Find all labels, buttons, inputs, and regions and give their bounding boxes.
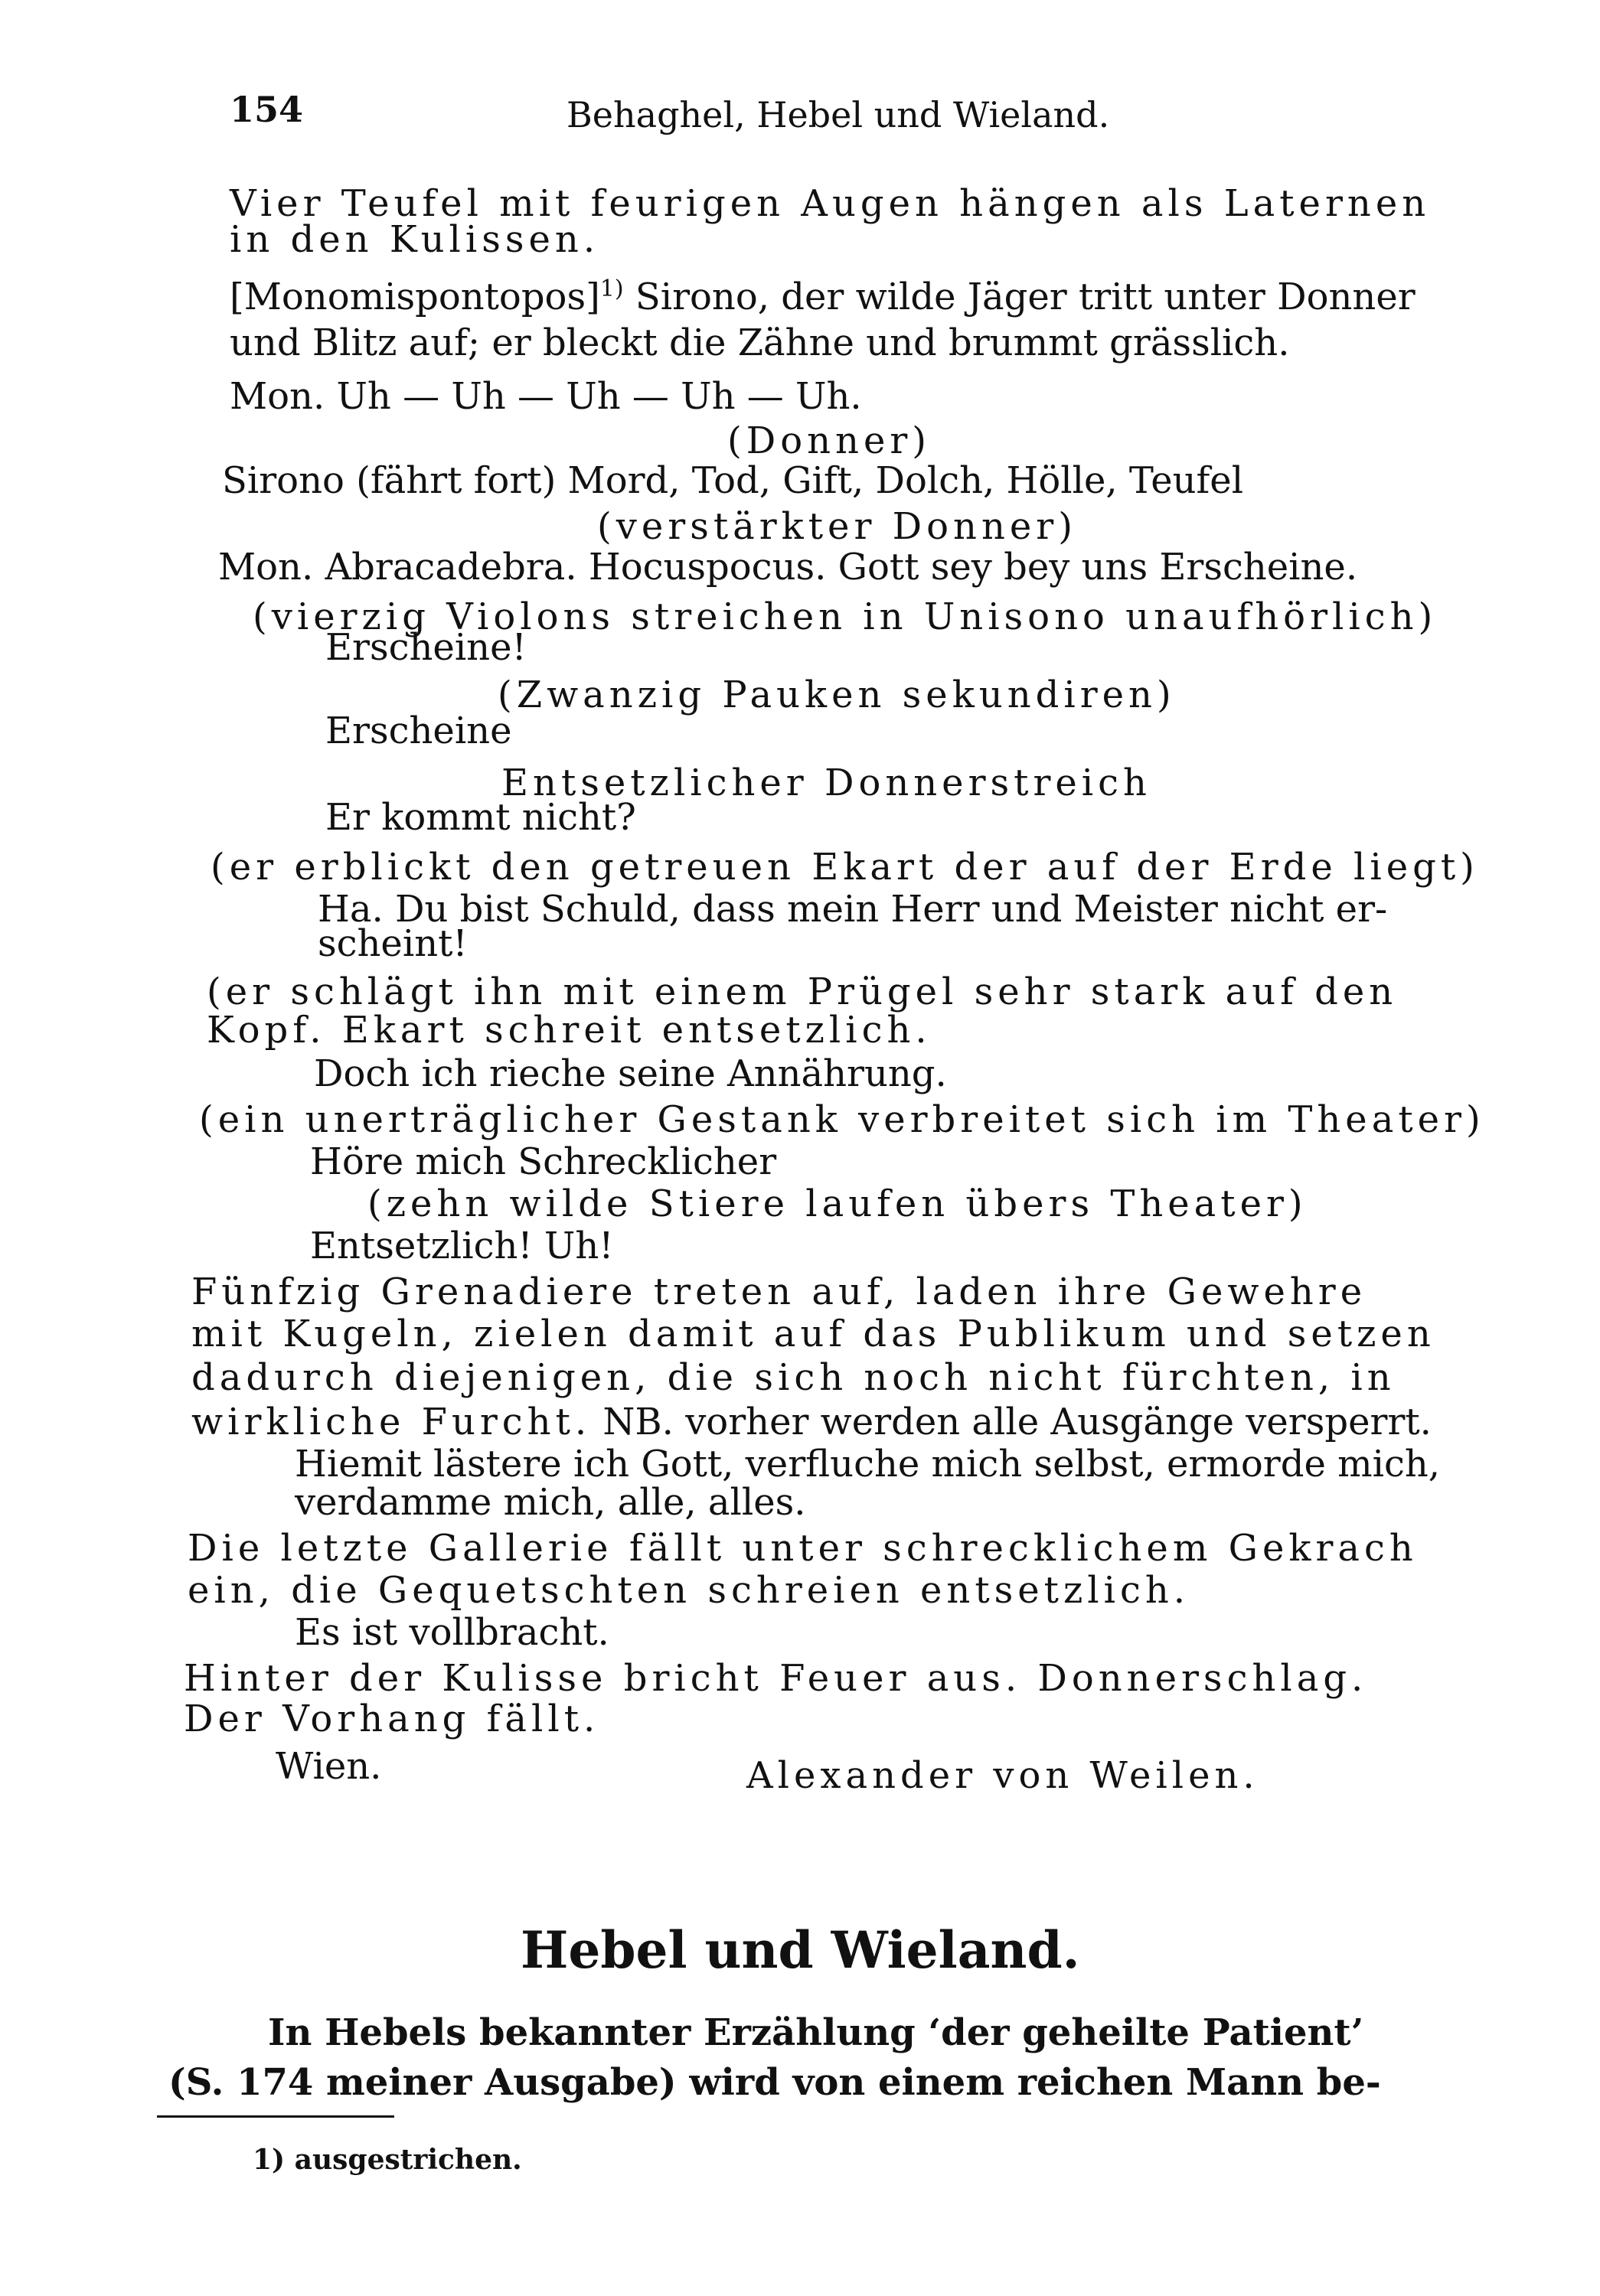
text-line: ein, die Gequetschten schreien entsetzlich. [188, 1569, 1190, 1612]
text-line: verdamme mich, alle, alles. [295, 1481, 806, 1524]
text-line: und Blitz auf; er bleckt die Zähne und brummt grässlich. [230, 321, 1290, 364]
running-title: Behaghel, Hebel und Wieland. [567, 94, 1110, 135]
text-line: (vierzig Violons streichen in Unisono unaufhörlich) [253, 595, 1438, 638]
text-line: in den Kulissen. [230, 218, 600, 261]
footnote-ref: 1) [599, 276, 624, 302]
text-line: Fünfzig Grenadiere treten auf, laden ihre Gewehre [191, 1270, 1367, 1313]
section-heading: Hebel und Wieland. [521, 1920, 1080, 1980]
text-line: dadurch diejenigen, die sich noch nicht fürchten, in [191, 1356, 1396, 1399]
text-line: (S. 174 meiner Ausgabe) wird von einem reichen Mann be- [168, 2061, 1381, 2104]
text-line: Sirono (fährt fort) Mord, Tod, Gift, Dolch, Hölle, Teufel [222, 459, 1244, 502]
text-line: (Zwanzig Pauken sekundiren) [498, 673, 1176, 716]
text-line: (verstärkter Donner) [597, 505, 1077, 548]
text-line: Mon. Abracadebra. Hocuspocus. Gott sey bey uns Erscheine. [218, 546, 1358, 589]
footnote-text: ausgestrichen. [285, 2144, 522, 2176]
text-line: Die letzte Gallerie fällt unter schrecklichem Gekrach [188, 1527, 1418, 1570]
footnote [253, 2143, 522, 2177]
text-line: Entsetzlich! Uh! [310, 1225, 614, 1267]
text-line: scheint! [318, 922, 468, 965]
text-line: Er kommt nicht? [325, 796, 636, 839]
text-line [191, 1401, 1432, 1443]
signature-author: Alexander von Weilen. [746, 1754, 1259, 1797]
text-line: In Hebels bekannter Erzählung ‘der geheilte Patient’ [268, 2011, 1364, 2054]
footnote-rule [157, 2115, 394, 2118]
bracketed-word: [Monomispontopos] [230, 276, 600, 318]
text-line: Ha. Du bist Schuld, dass mein Herr und Meister nicht er- [318, 888, 1388, 931]
text-line [230, 276, 1416, 318]
text-fragment: Sirono, der wilde Jäger tritt unter Donner [623, 276, 1416, 318]
page-number: 154 [230, 89, 304, 130]
text-line: (Donner) [727, 419, 932, 462]
text-line: Mon. Uh — Uh — Uh — Uh — Uh. [230, 375, 862, 418]
text-line: Kopf. Ekart schreit entsetzlich. [207, 1009, 932, 1052]
text-line: (er schlägt ihn mit einem Prügel sehr stark auf den [207, 970, 1398, 1013]
text-line: Erscheine [325, 709, 512, 752]
text-line: Es ist vollbracht. [295, 1611, 609, 1654]
text-line: Entsetzlicher Donnerstreich [501, 762, 1151, 804]
text-line: Doch ich rieche seine Annährung. [314, 1052, 947, 1095]
text-line: Vier Teufel mit feurigen Augen hängen als Laternen [230, 182, 1431, 225]
text-line: (er erblickt den getreuen Ekart der auf der Erde liegt) [211, 846, 1479, 889]
text-fragment: NB. vorher werden alle Ausgänge versperrt. [591, 1401, 1432, 1443]
text-line: (zehn wilde Stiere laufen übers Theater) [367, 1182, 1308, 1225]
signature-place: Wien. [276, 1745, 382, 1788]
text-fragment: wirkliche Furcht. [191, 1401, 592, 1443]
text-line: mit Kugeln, zielen damit auf das Publikum und setzen [191, 1313, 1435, 1355]
text-line: Hinter der Kulisse bricht Feuer aus. Donnerschlag. [184, 1657, 1368, 1700]
text-line: Erscheine! [325, 626, 527, 669]
footnote-marker: 1) [253, 2144, 286, 2176]
text-line: Hiemit lästere ich Gott, verfluche mich selbst, ermorde mich, [295, 1443, 1441, 1486]
text-line: Der Vorhang fällt. [184, 1698, 600, 1740]
text-line: Höre mich Schrecklicher [310, 1140, 777, 1183]
text-line: (ein unerträglicher Gestank verbreitet sich im Theater) [199, 1098, 1485, 1141]
